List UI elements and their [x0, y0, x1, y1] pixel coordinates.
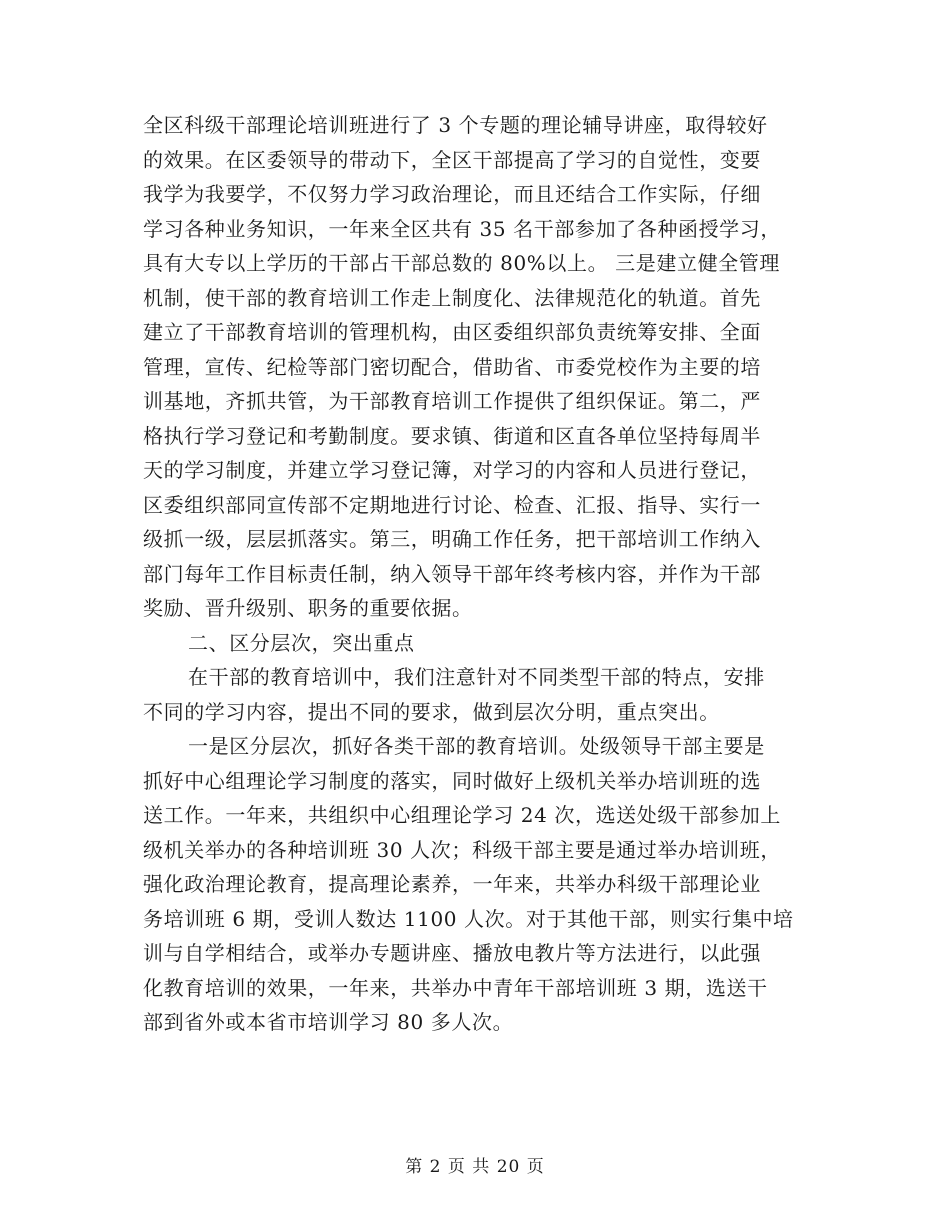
text-line: 务培训班 6 期，受训人数达 1100 人次。对于其他干部，则实行集中培 — [143, 906, 794, 931]
text-line: 部门每年工作目标责任制，纳入领导干部年终考核内容，并作为干部 — [143, 561, 761, 586]
text-line: 天的学习制度，并建立学习登记簿，对学习的内容和人员进行登记， — [143, 458, 761, 482]
page-footer: 第 2 页 共 20 页 — [405, 1157, 545, 1177]
document-body — [143, 108, 808, 1040]
text-line: 机制，使干部的教育培训工作走上制度化、法律规范化的轨道。首先 — [143, 285, 761, 310]
text-line: 区委组织部同宣传部不定期地进行讨论、检查、汇报、指导、实行一 — [143, 492, 761, 517]
text-line: 强化政治理论教育，提高理论素养，一年来，共举办科级干部理论业 — [143, 872, 761, 896]
text-line: 部到省外或本省市培训学习 80 多人次。 — [143, 1010, 514, 1034]
text-line: 在干部的教育培训中，我们注意针对不同类型干部的特点，安排 — [188, 665, 765, 689]
text-line: 二、区分层次，突出重点 — [188, 630, 415, 655]
text-line: 训基地，齐抓共管，为干部教育培训工作提供了组织保证。第二，严 — [143, 389, 761, 413]
text-line: 管理，宣传、纪检等部门密切配合，借助省、市委党校作为主要的培 — [143, 354, 761, 379]
text-line: 我学为我要学，不仅努力学习政治理论，而且还结合工作实际，仔细 — [143, 182, 761, 206]
text-line: 一是区分层次，抓好各类干部的教育培训。处级领导干部主要是 — [188, 734, 765, 758]
text-line: 全区科级干部理论培训班进行了 3 个专题的理论辅导讲座，取得较好 — [143, 113, 768, 137]
text-line: 训与自学相结合，或举办专题讲座、播放电教片等方法进行，以此强 — [143, 941, 761, 965]
text-line: 级机关举办的各种培训班 30 人次；科级干部主要是通过举办培训班， — [143, 837, 781, 862]
text-line: 级抓一级，层层抓落实。第三，明确工作任务，把干部培训工作纳入 — [143, 527, 761, 551]
text-line: 具有大专以上学历的干部占干部总数的 80%以上。 三是建立健全管理 — [143, 251, 780, 275]
text-line: 的效果。在区委领导的带动下，全区干部提高了学习的自觉性，变要 — [143, 147, 761, 172]
text-line: 不同的学习内容，提出不同的要求，做到层次分明，重点突出。 — [143, 699, 720, 724]
text-line: 学习各种业务知识，一年来全区共有 35 名干部参加了各种函授学习， — [143, 216, 781, 241]
text-line: 送工作。一年来，共组织中心组理论学习 24 次，选送处级干部参加上 — [143, 803, 781, 827]
text-line: 奖励、晋升级别、职务的重要依据。 — [143, 596, 473, 620]
text-line: 格执行学习登记和考勤制度。要求镇、街道和区直各单位坚持每周半 — [143, 423, 761, 448]
text-line: 化教育培训的效果，一年来，共举办中青年干部培训班 3 期，选送干 — [143, 975, 768, 1000]
text-line: 抓好中心组理论学习制度的落实，同时做好上级机关举办培训班的选 — [143, 768, 761, 793]
text-line: 建立了干部教育培训的管理机构，由区委组织部负责统筹安排、全面 — [143, 320, 761, 344]
